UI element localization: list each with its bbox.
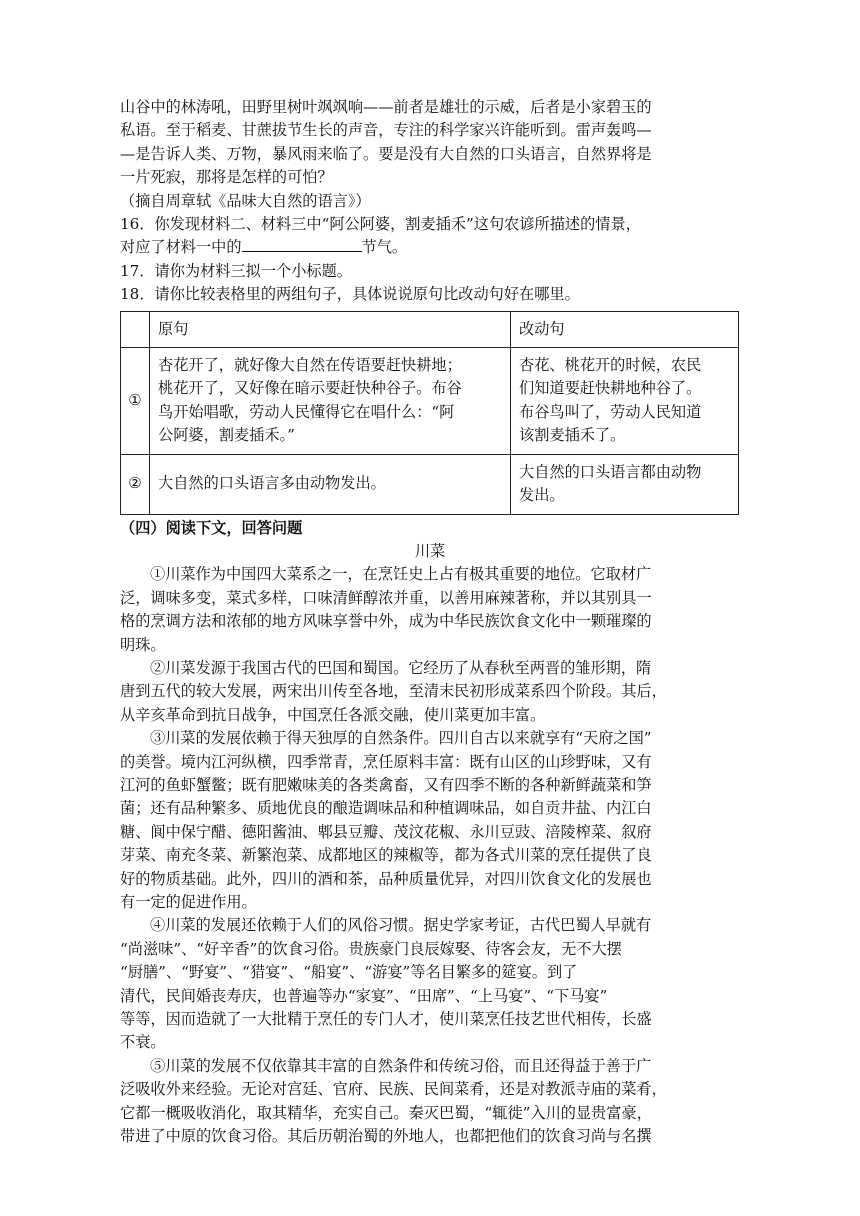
source-note: （摘自周章轼《品味大自然的语言》） <box>120 191 371 210</box>
row-number: ① <box>121 348 150 455</box>
text-line: ④川菜的发展还依赖于人们的风俗习惯。据史学家考证，古代巴蜀人早就有 <box>150 916 652 935</box>
cell-line: 们知道要赶快耕地种谷了。 <box>519 379 702 398</box>
cell-line: 大自然的口头语言都由动物 <box>519 462 702 481</box>
text-line: 唐到五代的较大发展，两宋出川传至各地，至清末民初形成菜系四个阶段。其后， <box>120 682 667 701</box>
cell-line: 该割麦插禾了。 <box>519 426 626 445</box>
text-line: 格的烹调方法和浓郁的地方风味享誉中外，成为中华民族饮食文化中一颗璀璨的 <box>120 612 652 631</box>
table-row <box>121 454 739 514</box>
text-line: 一片死寂，那将是怎样的可怕？ <box>120 168 333 187</box>
text-line: 芽菜、南充冬菜、新繁泡菜、成都地区的辣椒等，都为各式川菜的烹任提供了良 <box>120 846 652 865</box>
paragraph-5 <box>120 1055 740 1149</box>
text-line: —是告诉人类、万物，暴风雨来临了。要是没有大自然的口头语言，自然界将是 <box>120 144 652 163</box>
paragraph-4 <box>120 914 740 1054</box>
text-line: ③川菜的发展依赖于得天独厚的自然条件。四川自古以来就享有“天府之国” <box>150 729 652 748</box>
cell-line: 布谷鸟叫了，劳动人民知道 <box>519 402 702 421</box>
question-16-line-1: 16．你发现材料二、材料三中“阿公阿婆，割麦插禾”这句农谚所描述的情景， <box>120 215 641 234</box>
table-header-row <box>121 311 739 347</box>
cell-line: 鸟开始唱歌，劳动人民懂得它在唱什么：“阿 <box>158 402 455 421</box>
table-row <box>121 348 739 455</box>
text-line: ⑤川菜的发展不仅依靠其丰富的自然条件和传统习俗，而且还得益于善于广 <box>150 1056 652 1075</box>
original-sentence-cell <box>150 348 511 455</box>
paragraph-1 <box>120 563 740 657</box>
cell-line: 桃花开了，又好像在暗示要赶快种谷子。布谷 <box>158 379 462 398</box>
text-line: 从辛亥革命到抗日战争，中国烹任各派交融，使川菜更加丰富。 <box>120 705 546 724</box>
text-line: 泛，调味多变，菜式多样，口味清鲜醇浓并重，以善用麻辣著称，并以其别具一 <box>120 588 652 607</box>
text-line: 有一定的促进作用。 <box>120 893 257 911</box>
text-line: 明珠。 <box>120 635 166 654</box>
header-changed: 改动句 <box>511 311 739 347</box>
question-17: 17．请你为材料三拟一个小标题。 <box>120 261 352 280</box>
text-line: 不衰。 <box>120 1033 166 1052</box>
material-three-tail <box>120 96 740 213</box>
cell-line: 杏花、桃花开的时候，农民 <box>519 356 702 375</box>
question-18: 18．请你比较表格里的两组句子，具体说说原句比改动句好在哪里。 <box>120 285 580 304</box>
text-line: 带进了中原的饮食习俗。其后历朝治蜀的外地人，也都把他们的饮食习尚与名撰 <box>120 1127 652 1146</box>
text-line: “尚滋味”、“好辛香”的饮食习俗。贵族豪门良辰嫁娶、待客会友，无不大摆 <box>120 939 622 958</box>
question-16-line-2 <box>120 236 740 259</box>
question-16 <box>120 213 740 260</box>
header-num-cell <box>121 311 150 347</box>
row-number: ② <box>121 454 150 514</box>
changed-sentence-cell <box>511 454 739 514</box>
cell-line: 杏花开了，就好像大自然在传语要赶快耕地； <box>158 356 462 375</box>
paragraph-3 <box>120 727 740 914</box>
cell-line: 发出。 <box>519 486 565 505</box>
text-line: 山谷中的林涛吼，田野里树叶飒飒响——前者是雄壮的示威，后者是小家碧玉的 <box>120 98 652 116</box>
text-line: 糖、阆中保宁醋、德阳酱油、郫县豆瓣、茂汶花椒、永川豆豉、涪陵榨菜、叙府 <box>120 822 652 841</box>
text-line: 清代，民间婚丧寿庆，也普遍等办“家宴”、“田席”、“上马宴”、“下马宴” <box>120 986 608 1005</box>
section-heading: （四）阅读下文，回答问题 <box>120 518 303 537</box>
text-line: 私语。至于稻麦、甘蔗拔节生长的声音，专注的科学家兴许能听到。雷声轰鸣— <box>120 121 652 140</box>
text-line: 等等，因而造就了一大批精于烹任的专门人才，使川菜烹任技艺世代相传，长盛 <box>120 1010 652 1029</box>
changed-sentence-cell <box>511 348 739 455</box>
text-line: 的美誉。境内江河纵横，四季常青，烹任原料丰富：既有山区的山珍野味，又有 <box>120 752 652 771</box>
cell-line: 大自然的口头语言多由动物发出。 <box>158 474 386 493</box>
header-original: 原句 <box>150 311 511 347</box>
text-line: 江河的鱼虾蟹鳖；既有肥嫩味美的各类禽畜，又有四季不断的各种新鲜蔬菜和笋 <box>120 775 652 794</box>
text-line: 好的物质基础。此外，四川的酒和茶，品种质量优异，对四川饮食文化的发展也 <box>120 869 652 888</box>
question-16-suffix: 节气。 <box>361 238 408 257</box>
text-line: 泛吸收外来经验。无论对宫廷、官府、民族、民间菜肴，还是对教派寺庙的菜肴， <box>120 1080 667 1099</box>
text-line: ①川菜作为中国四大菜系之一，在烹饪史上占有极其重要的地位。它取材广 <box>150 565 652 584</box>
question-16-prefix: 对应了材料一中的 <box>120 238 242 257</box>
document-page <box>120 96 740 1148</box>
text-line: “厨膳”、“野宴”、“猎宴”、“船宴”、“游宴”等名目繁多的筵宴。到了 <box>120 963 578 982</box>
paragraph-2 <box>120 657 740 727</box>
original-sentence-cell <box>150 454 511 514</box>
cell-line: 公阿婆，割麦插禾。” <box>158 426 295 445</box>
text-line: 它都一概吸收消化，取其精华，充实自己。秦灭巴蜀，“辄徙”入川的显贵富豪， <box>120 1103 652 1122</box>
text-line: ②川菜发源于我国古代的巴国和蜀国。它经历了从春秋至两晋的雏形期，隋 <box>150 658 652 677</box>
answer-blank[interactable] <box>242 236 362 252</box>
article-title: 川菜 <box>414 541 446 560</box>
text-line: 菌；还有品种繁多、质地优良的酿造调味品和种植调味品，如自贡井盐、内江白 <box>120 799 652 818</box>
comparison-table <box>120 311 739 515</box>
